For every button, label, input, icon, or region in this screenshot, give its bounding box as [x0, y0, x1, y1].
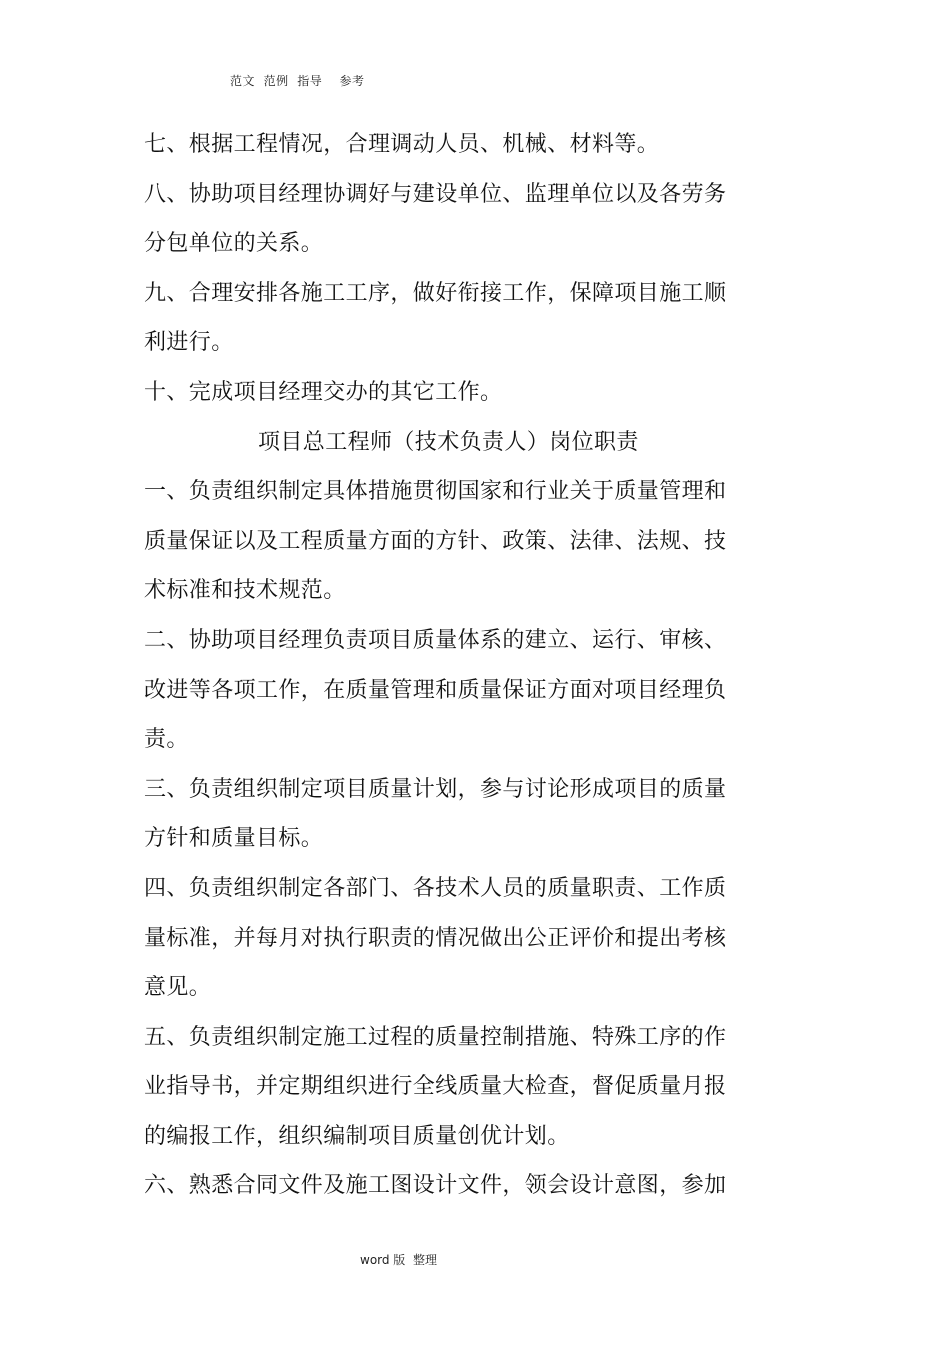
duty-item-3: 三、负责组织制定项目质量计划，参与讨论形成项目的质量方针和质量目标。: [144, 776, 727, 852]
paragraph-item-8: 八、协助项目经理协调好与建设单位、监理单位以及各劳务分包单位的关系。: [144, 181, 727, 257]
paragraph-item-9: 九、合理安排各施工工序，做好衔接工作，保障项目施工顺利进行。: [144, 280, 727, 356]
page-header: 范文 范例 指导 参考: [230, 74, 365, 88]
paragraph-item-7: 七、根据工程情况，合理调动人员、机械、材料等。: [144, 132, 660, 157]
paragraph-item-10: 十、完成项目经理交办的其它工作。: [144, 379, 503, 405]
duty-item-2: 二、协助项目经理负责项目质量体系的建立、运行、审核、改进等各项工作，在质量管理和质量保证方面对项目经理负责。: [144, 627, 727, 753]
document-body: [144, 120, 744, 1211]
section-title: 项目总工程师（技术负责人）岗位职责: [258, 429, 639, 455]
duty-item-1: 一、负责组织制定具体措施贯彻国家和行业关于质量管理和质量保证以及工程质量方面的方针、政策、法律、法规、技术标准和技术规范。: [144, 479, 727, 604]
duty-item-6: 六、熟悉合同文件及施工图设计文件，领会设计意图，参加: [144, 1173, 727, 1199]
duty-item-4: 四、负责组织制定各部门、各技术人员的质量职责、工作质量标准，并每月对执行职责的情况做出公正评价和提出考核意见。: [144, 875, 727, 1001]
duty-item-5: 五、负责组织制定施工过程的质量控制措施、特殊工序的作业指导书，并定期组织进行全线质量大检查，督促质量月报的编报工作，组织编制项目质量创优计划。: [144, 1024, 727, 1149]
page-footer: word 版 整理: [360, 1253, 437, 1267]
